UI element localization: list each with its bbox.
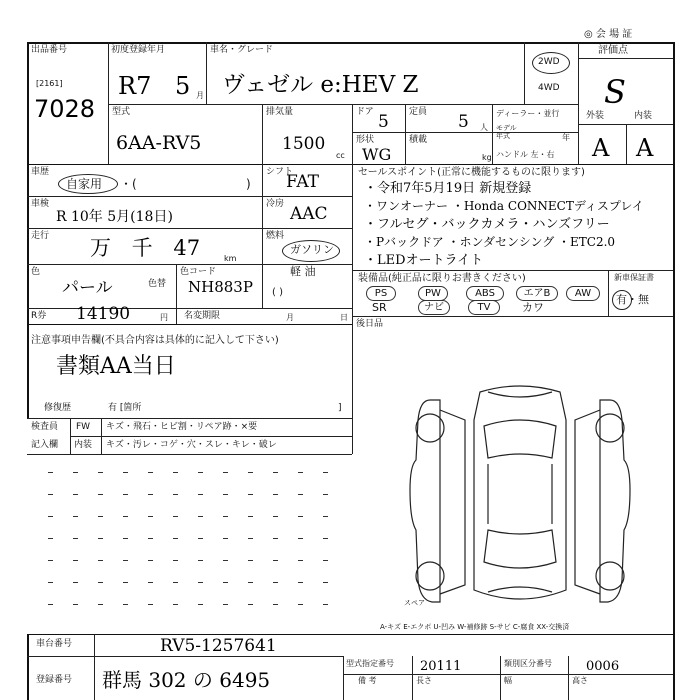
blank-line-dash (223, 582, 228, 583)
blank-line-dash (298, 494, 303, 495)
cc-unit: cc (336, 151, 345, 160)
displacement-value: 1500 (282, 134, 326, 154)
fuel-label: 燃料 (266, 231, 285, 241)
model-year-label: モデル 年式 (496, 124, 517, 140)
blank-line-dash (173, 472, 178, 473)
repair-close: ] (338, 403, 342, 413)
blank-line-dash (223, 494, 228, 495)
spare-label: スペア (404, 599, 425, 607)
blank-line-dash (98, 538, 103, 539)
capacity-label: 定員 (409, 107, 428, 117)
blank-line-dash (323, 582, 328, 583)
interior-grade: A (636, 134, 654, 162)
load-label: 積載 (409, 135, 428, 145)
blank-line-dash (323, 538, 328, 539)
repair-value: 有 [箇所 (108, 403, 142, 413)
blank-line-dash (48, 538, 53, 539)
blank-line-dash (48, 604, 53, 605)
naiso-label: 内装 (74, 440, 93, 450)
day-unit: 日 (340, 313, 348, 322)
type-designation-value: 20111 (420, 659, 462, 674)
inspection-label: 車検 (31, 199, 50, 209)
blank-line-dash (73, 582, 78, 583)
chassis-value: RV5-1257641 (160, 636, 277, 656)
yen-unit: 円 (160, 313, 168, 322)
reg-label: 登録番号 (36, 675, 73, 685)
naiso-text: キズ・汚レ・コゲ・穴・スレ・キレ・破レ (106, 440, 277, 450)
equip-airbag: エアB (516, 286, 558, 301)
blank-line-dash (48, 494, 53, 495)
blank-line-dash (148, 472, 153, 473)
blank-line-dash (298, 472, 303, 473)
blank-line-dash (73, 494, 78, 495)
type-value: 6AA-RV5 (116, 132, 202, 154)
blank-line-dash (73, 604, 78, 605)
lot-label: 出品番号 (31, 45, 68, 55)
blank-line-dash (198, 582, 203, 583)
blank-line-dash (173, 560, 178, 561)
blank-line-dash (273, 560, 278, 561)
chassis-label: 車台番号 (36, 639, 73, 649)
blank-line-dash (98, 604, 103, 605)
shape-value: WG (362, 145, 392, 164)
lot-sub: [2161] (36, 79, 63, 88)
km-unit: km (224, 254, 237, 263)
shape-label: 形状 (356, 135, 375, 145)
drive-2wd: 2WD (538, 57, 560, 67)
fw-text: キズ・飛石・ヒビ割・リペア跡・×要 (106, 422, 258, 432)
shift-label: シフト (266, 167, 294, 177)
blank-line-dash (273, 472, 278, 473)
capacity-value: 5 (458, 112, 469, 132)
color-code-value: NH883P (188, 278, 253, 296)
fuel-gas: ガソリン (290, 243, 334, 256)
blank-line-dash (98, 560, 103, 561)
blank-line-dash (198, 538, 203, 539)
lot-number: 7028 (34, 95, 96, 123)
blank-line-dash (223, 538, 228, 539)
blank-line-dash (298, 582, 303, 583)
blank-line-dash (273, 494, 278, 495)
mileage-label: 走行 (31, 231, 50, 241)
color-change-label: 色替 (148, 279, 167, 289)
bikou-label: 備 考 (358, 676, 377, 685)
blank-line-dash (73, 516, 78, 517)
notes-text: 書類AA当日 (56, 354, 176, 379)
blank-line-dash (223, 516, 228, 517)
blank-line-dash (173, 582, 178, 583)
blank-line-dash (148, 494, 153, 495)
blank-line-dash (323, 494, 328, 495)
blank-line-dash (198, 604, 203, 605)
length-label: 長さ (416, 676, 432, 685)
blank-line-dash (223, 472, 228, 473)
blank-line-dash (248, 582, 253, 583)
type-label: 型式 (112, 107, 131, 117)
blank-line-dash (173, 516, 178, 517)
mileage-value: 万 千 47 (90, 236, 201, 260)
exterior-grade: A (592, 134, 610, 162)
blank-line-dash (273, 604, 278, 605)
blank-line-dash (48, 472, 53, 473)
drive-4wd: 4WD (538, 83, 560, 93)
blank-line-dash (198, 516, 203, 517)
blank-line-dash (273, 582, 278, 583)
capacity-unit: 人 (480, 123, 488, 132)
blank-line-dash (123, 582, 128, 583)
blank-line-dash (248, 538, 253, 539)
blank-line-dash (48, 516, 53, 517)
name-change-label: 名変期限 (184, 311, 221, 321)
blank-line-dash (198, 560, 203, 561)
year-unit: 年 (562, 133, 570, 142)
first-reg-month: 5 (175, 72, 191, 100)
equip-abs: ABS (466, 286, 504, 301)
new-warranty-label: 新車保証書 (614, 273, 654, 282)
blank-line-dash (48, 582, 53, 583)
first-reg-label: 初度登録年月 (111, 45, 166, 55)
reg-value: 群馬 302 の 6495 (102, 668, 271, 692)
blank-line-dash (98, 582, 103, 583)
inspector-label-2: 記入欄 (31, 440, 59, 450)
blank-line-dash (123, 604, 128, 605)
blank-line-dash (248, 604, 253, 605)
equip-navi: ナビ (418, 300, 450, 315)
blank-line-dash (98, 516, 103, 517)
equip-tv: TV (468, 300, 500, 315)
blank-line-dash (298, 516, 303, 517)
recycle-value: 14190 (76, 304, 131, 324)
new-warranty-value: 有・無 (616, 293, 649, 306)
color-code-label: 色コード (180, 267, 217, 277)
blank-line-dash (298, 538, 303, 539)
car-diagram (370, 380, 670, 620)
blank-line-dash (173, 538, 178, 539)
first-reg-year: R7 (118, 72, 152, 100)
blank-line-dash (298, 560, 303, 561)
fw-label: FW (76, 422, 91, 432)
equip-pw: PW (418, 286, 448, 301)
notes-label: 注意事項申告欄(不具合内容は具体的に記入して下さい) (31, 335, 279, 346)
sales-line-2: ・ワンオーナー ・Honda CONNECTディスプレイ (364, 199, 644, 213)
blank-line-dash (148, 516, 153, 517)
history-paren: ・( (120, 177, 137, 191)
class-label: 類別区分番号 (504, 659, 552, 668)
blank-line-dash (323, 560, 328, 561)
equip-aw: AW (566, 286, 600, 301)
sales-line-3: ・フルセグ・バックカメラ・ハンズフリー (364, 217, 610, 232)
shift-value: FAT (286, 172, 320, 192)
sales-line-5: ・LEDオートライト (364, 253, 484, 268)
month-unit: 月 (196, 91, 204, 100)
month-unit-2: 月 (286, 313, 294, 322)
blank-line-dash (123, 472, 128, 473)
top-right-stamp: ◎ 会 場 証 (584, 29, 633, 40)
ac-value: AAC (290, 204, 328, 224)
blank-line-dash (223, 604, 228, 605)
history-close: ) (246, 177, 251, 191)
equip-sr: SR (372, 301, 387, 314)
type-designation-label: 型式指定番号 (346, 659, 394, 668)
equip-leather: カワ (522, 301, 544, 314)
after-items-label: 後日品 (356, 319, 384, 329)
color-label: 色 (31, 267, 41, 277)
grade-value: S (604, 73, 626, 111)
blank-line-dash (273, 538, 278, 539)
equip-ps: PS (366, 286, 396, 301)
displacement-label: 排気量 (266, 107, 294, 117)
repair-label: 修復歴 (44, 403, 72, 413)
blank-line-dash (248, 516, 253, 517)
blank-line-dash (73, 472, 78, 473)
blank-line-dash (73, 538, 78, 539)
blank-line-dash (323, 516, 328, 517)
blank-line-dash (323, 472, 328, 473)
blank-line-dash (323, 604, 328, 605)
blank-line-dash (123, 516, 128, 517)
doors-value: 5 (378, 112, 389, 132)
history-label: 車歴 (31, 167, 50, 177)
blank-line-dash (248, 472, 253, 473)
blank-line-dash (98, 494, 103, 495)
blank-line-dash (273, 516, 278, 517)
grade-label: 評価点 (598, 45, 628, 56)
equipment-label: 装備品(純正品に限りお書きください) (358, 273, 526, 284)
fuel-paren: ( ) (272, 287, 283, 298)
interior-label: 内装 (634, 111, 653, 121)
blank-line-dash (198, 494, 203, 495)
kg-unit: kg (482, 153, 492, 162)
width-label: 幅 (504, 676, 512, 685)
blank-line-dash (148, 560, 153, 561)
blank-line-dash (223, 560, 228, 561)
fuel-diesel: 軽 油 (290, 265, 316, 278)
damage-legend: A-キズ E-エクボ U-凹み W-補修跡 S-サビ C-腐食 XX-交換済 (380, 623, 570, 631)
inspector-label-1: 検査員 (31, 422, 59, 432)
color-value: パール (62, 278, 113, 298)
blank-line-dash (98, 472, 103, 473)
blank-line-dash (123, 494, 128, 495)
car-name-label: 車名・グレード (210, 45, 274, 55)
class-value: 0006 (586, 659, 620, 674)
height-label: 高さ (572, 676, 588, 685)
blank-line-dash (298, 604, 303, 605)
blank-line-dash (123, 538, 128, 539)
blank-line-dash (148, 582, 153, 583)
blank-line-dash (248, 494, 253, 495)
recycle-label: R券 (31, 311, 47, 321)
history-value: 自家用 (66, 177, 103, 191)
blank-line-dash (73, 560, 78, 561)
blank-line-dash (173, 604, 178, 605)
doors-label: ドア (356, 107, 374, 117)
ac-label: 冷房 (266, 199, 285, 209)
dealer-label: ディーラー・並行 (496, 109, 560, 118)
blank-line-dash (198, 472, 203, 473)
inspection-value: R 10年 5月(18日) (56, 209, 173, 225)
blank-line-dash (48, 560, 53, 561)
sales-line-4: ・Pバックドア ・ホンダセンシング ・ETC2.0 (364, 235, 616, 249)
blank-line-dash (173, 494, 178, 495)
blank-line-dash (248, 560, 253, 561)
sales-line-1: ・令和7年5月19日 新規登録 (364, 181, 532, 196)
car-name: ヴェゼル e:HEV Z (222, 72, 419, 98)
handle-label: ハンドル 左・右 (496, 150, 555, 159)
blank-line-dash (148, 538, 153, 539)
blank-line-dash (123, 560, 128, 561)
sales-label: セールスポイント(正常に機能するものに限ります) (358, 167, 585, 178)
blank-line-dash (148, 604, 153, 605)
exterior-label: 外装 (586, 111, 605, 121)
